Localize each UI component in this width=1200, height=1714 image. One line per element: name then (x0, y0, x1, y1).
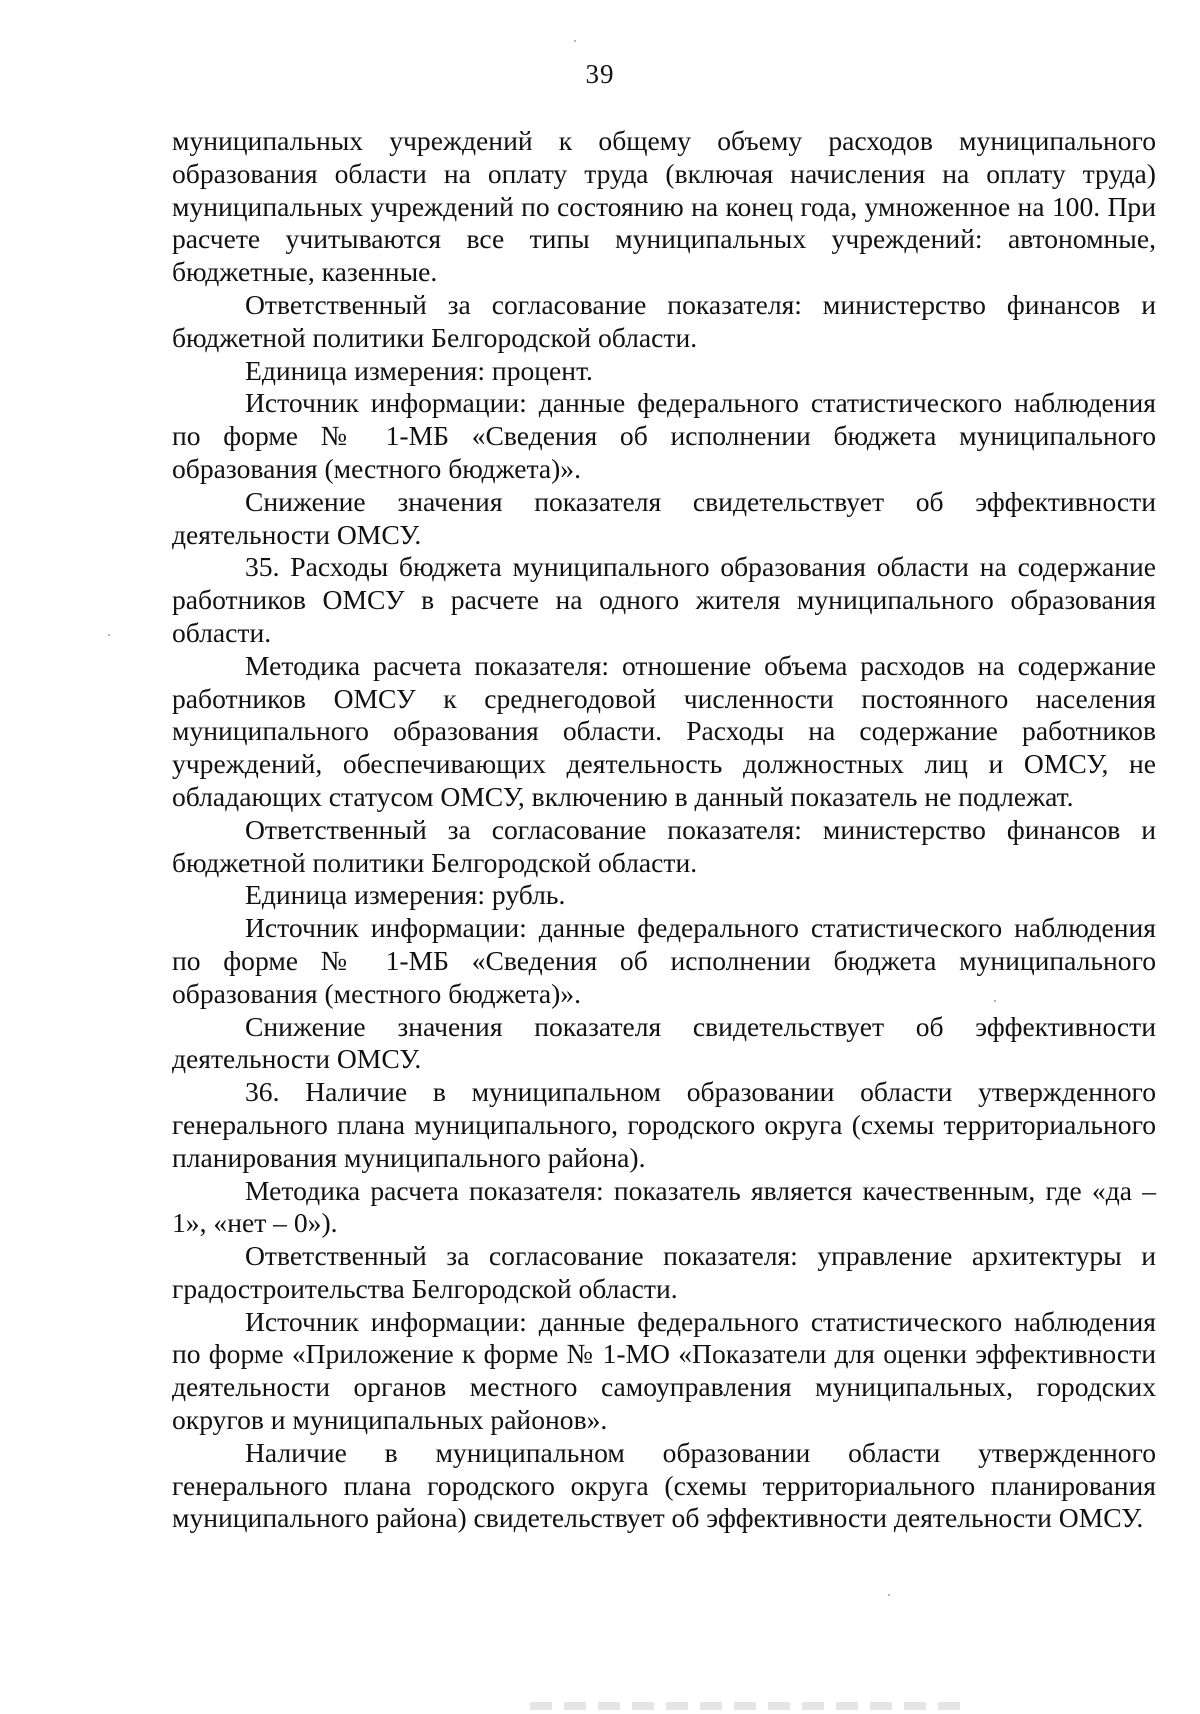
paragraph: Снижение значения показателя свидетельствует об эффективности деятельности ОМСУ. (172, 1010, 1156, 1075)
paragraph: Единица измерения: процент. (245, 354, 593, 386)
paragraph: муниципальных учреждений к общему объему расходов муниципального образования области на оплату труда (включая начисления на оплату труда) муниципальных учреждений по состоянию на конец года, умноженное на 100. При расчете учитываются все типы муниципальных учреждений: автономные, бюджетные, казенные. (172, 125, 1156, 288)
paragraph: Ответственный за согласование показателя: министерство финансов и бюджетной политики Белгородской области. (172, 288, 1156, 353)
paragraph: Ответственный за согласование показателя: управление архитектуры и градостроительства Белгородской области. (172, 1240, 1156, 1304)
paragraph: Ответственный за согласование показателя: министерство финансов и бюджетной политики Белгородской области. (172, 813, 1156, 878)
paragraph: Методика расчета показателя: отношение объема расходов на содержание работников ОМСУ к среднегодовой численности постоянного населения муниципального образования области. Расходы на содержание работников учреждений, обеспечивающих деятельность должностных лиц и ОМСУ, не обладающих статусом ОМСУ, включению в данный показатель не подлежат. (172, 649, 1156, 812)
scan-speck (888, 1594, 890, 1596)
paragraph: Источник информации: данные федерального статистического наблюдения по форме «Приложение к форме № 1-МО «Показатели для оценки эффективности деятельности органов местного самоуправления муниципальных, городских округов и муниципальных районов». (172, 1305, 1156, 1436)
paragraph: Наличие в муниципальном образовании области утвержденного генерального плана городского округа (схемы территориального планирования муниципального района) свидетельствует об эффективности деятельности ОМСУ. (172, 1436, 1156, 1534)
scan-smudge (530, 1702, 960, 1710)
document-body (172, 125, 1156, 1535)
page-number: 39 (585, 59, 615, 89)
scan-speck (574, 40, 576, 42)
indicator-heading: 35. Расходы бюджета муниципального образования области на содержание работников ОМСУ в расчете на одного жителя муниципального образования области. (172, 551, 1156, 648)
paragraph: Источник информации: данные федерального статистического наблюдения по форме № 1-МБ «Сведения об исполнении бюджета муниципального образования (местного бюджета)». (172, 387, 1156, 484)
indicator-heading: 36. Наличие в муниципальном образовании области утвержденного генерального плана муниципального, городского округа (схемы территориального планирования муниципального района). (172, 1076, 1156, 1173)
paragraph: Источник информации: данные федерального статистического наблюдения по форме № 1-МБ «Сведения об исполнении бюджета муниципального образования (местного бюджета)». (172, 912, 1156, 1009)
paragraph: Единица измерения: рубль. (245, 879, 566, 911)
scan-speck (108, 634, 110, 636)
paragraph: Методика расчета показателя: показатель является качественным, где «да – 1», «нет – 0»). (172, 1174, 1156, 1239)
scan-speck (994, 1000, 996, 1002)
paragraph: Снижение значения показателя свидетельствует об эффективности деятельности ОМСУ. (172, 485, 1156, 550)
